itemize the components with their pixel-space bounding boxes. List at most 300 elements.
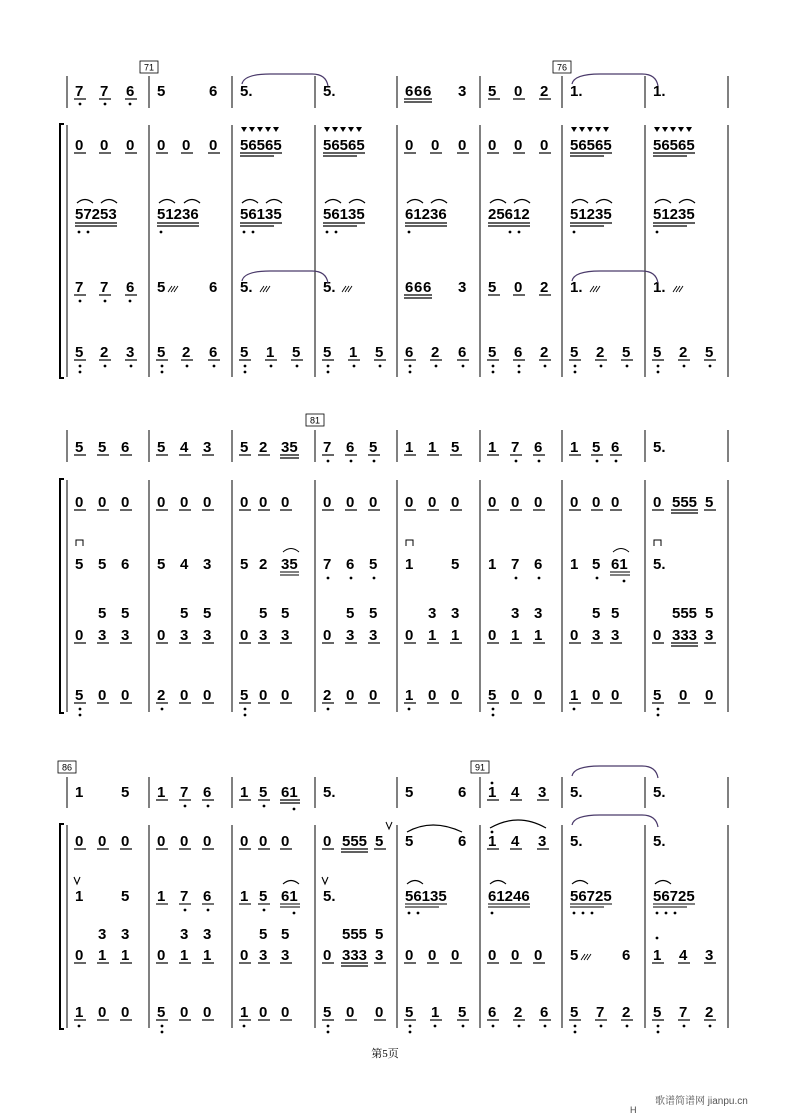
svg-text:1: 1 [405, 687, 414, 704]
svg-text:6: 6 [622, 947, 631, 964]
svg-text:5: 5 [405, 1004, 414, 1021]
svg-text:7: 7 [100, 279, 109, 296]
svg-text:5: 5 [405, 784, 414, 801]
svg-text:1: 1 [98, 947, 107, 964]
score-system-2 [60, 414, 728, 716]
svg-text:4: 4 [180, 439, 189, 456]
svg-text:6: 6 [405, 344, 414, 361]
svg-text:1: 1 [240, 888, 249, 905]
svg-text:1: 1 [570, 687, 579, 704]
svg-text:0: 0 [100, 137, 109, 154]
svg-text:0: 0 [157, 947, 166, 964]
staff-4-notes [75, 279, 666, 296]
staff-5-notes [75, 687, 713, 704]
svg-text:555: 555 [342, 833, 368, 850]
svg-text:1: 1 [405, 556, 414, 573]
svg-text:6: 6 [126, 279, 135, 296]
svg-text:56565: 56565 [653, 137, 695, 154]
svg-text:5: 5 [705, 344, 714, 361]
svg-text:0: 0 [259, 494, 268, 511]
svg-text:6: 6 [414, 279, 423, 296]
svg-text:2: 2 [514, 1004, 523, 1021]
svg-text:5: 5 [622, 344, 631, 361]
svg-text:0: 0 [428, 494, 437, 511]
svg-text:0: 0 [98, 494, 107, 511]
svg-text:6: 6 [209, 279, 218, 296]
svg-text:0: 0 [180, 687, 189, 704]
svg-text:1: 1 [431, 1004, 440, 1021]
svg-text:3: 3 [592, 627, 601, 644]
corner-mark: H [630, 1105, 637, 1115]
svg-text:5: 5 [281, 605, 290, 622]
svg-text:0: 0 [369, 494, 378, 511]
svg-text:0: 0 [126, 137, 135, 154]
svg-text:0: 0 [679, 687, 688, 704]
svg-text:2: 2 [622, 1004, 631, 1021]
svg-text:5: 5 [592, 605, 601, 622]
svg-text:7: 7 [596, 1004, 605, 1021]
svg-text:5.: 5. [653, 556, 666, 573]
bar-number-86 [58, 761, 76, 773]
svg-text:0: 0 [180, 1004, 189, 1021]
svg-text:0: 0 [511, 947, 520, 964]
svg-text:0: 0 [209, 137, 218, 154]
svg-text:7: 7 [100, 83, 109, 100]
svg-text:0: 0 [323, 627, 332, 644]
svg-text:4: 4 [180, 556, 189, 573]
svg-text:57253: 57253 [75, 206, 117, 223]
svg-text:1: 1 [428, 439, 437, 456]
svg-text:2: 2 [596, 344, 605, 361]
staff-1-notes [75, 439, 666, 456]
svg-text:5.: 5. [323, 784, 336, 801]
svg-text:5: 5 [375, 926, 384, 943]
svg-text:2: 2 [540, 344, 549, 361]
svg-text:0: 0 [259, 1004, 268, 1021]
svg-text:1: 1 [75, 1004, 84, 1021]
svg-text:6: 6 [126, 83, 135, 100]
svg-text:0: 0 [157, 137, 166, 154]
svg-text:6: 6 [121, 439, 130, 456]
staff-1-dots [79, 103, 132, 106]
system-bracket [60, 124, 64, 378]
svg-text:5: 5 [259, 784, 268, 801]
svg-text:0: 0 [488, 947, 497, 964]
svg-text:5: 5 [203, 605, 212, 622]
svg-text:6: 6 [458, 833, 467, 850]
svg-text:333: 333 [672, 627, 698, 644]
staff-4-notes [75, 605, 713, 644]
svg-text:0: 0 [180, 833, 189, 850]
svg-text:3: 3 [121, 627, 130, 644]
svg-text:0: 0 [281, 494, 290, 511]
svg-text:3: 3 [203, 926, 212, 943]
svg-text:7: 7 [180, 888, 189, 905]
svg-text:91: 91 [474, 762, 486, 773]
svg-text:1: 1 [157, 784, 166, 801]
svg-text:0: 0 [240, 627, 249, 644]
svg-text:6: 6 [534, 439, 543, 456]
svg-text:5.: 5. [653, 439, 666, 456]
svg-text:0: 0 [281, 833, 290, 850]
svg-text:0: 0 [281, 687, 290, 704]
svg-text:5.: 5. [323, 83, 336, 100]
svg-text:6: 6 [405, 279, 414, 296]
svg-text:2: 2 [323, 687, 332, 704]
svg-text:0: 0 [488, 137, 497, 154]
svg-text:35: 35 [281, 556, 298, 573]
svg-text:333: 333 [342, 947, 368, 964]
svg-text:1: 1 [570, 439, 579, 456]
svg-text:0: 0 [323, 494, 332, 511]
svg-text:0: 0 [240, 494, 249, 511]
svg-text:0: 0 [121, 494, 130, 511]
svg-text:1: 1 [240, 784, 249, 801]
svg-text:0: 0 [451, 687, 460, 704]
svg-text:3: 3 [203, 627, 212, 644]
svg-text:2: 2 [679, 344, 688, 361]
svg-text:5: 5 [292, 344, 301, 361]
svg-text:0: 0 [323, 947, 332, 964]
svg-text:35: 35 [281, 439, 298, 456]
staff-3-notes [75, 556, 666, 573]
svg-text:2: 2 [431, 344, 440, 361]
svg-text:3: 3 [705, 947, 714, 964]
svg-text:0: 0 [592, 494, 601, 511]
svg-text:5.: 5. [323, 888, 336, 905]
svg-text:5: 5 [488, 687, 497, 704]
svg-text:3: 3 [705, 627, 714, 644]
svg-text:51236: 51236 [157, 206, 199, 223]
svg-text:6: 6 [209, 83, 218, 100]
svg-text:7: 7 [180, 784, 189, 801]
svg-text:3: 3 [458, 279, 467, 296]
svg-text:0: 0 [451, 494, 460, 511]
svg-text:5: 5 [592, 556, 601, 573]
svg-text:61236: 61236 [405, 206, 447, 223]
svg-text:5.: 5. [240, 279, 253, 296]
svg-text:0: 0 [611, 687, 620, 704]
svg-text:0: 0 [570, 627, 579, 644]
svg-text:0: 0 [534, 947, 543, 964]
staff-1-notes [75, 784, 666, 801]
svg-text:0: 0 [375, 1004, 384, 1021]
svg-text:5: 5 [240, 439, 249, 456]
svg-text:56135: 56135 [240, 206, 282, 223]
svg-text:1: 1 [570, 556, 579, 573]
svg-text:3: 3 [98, 926, 107, 943]
svg-text:1: 1 [349, 344, 358, 361]
svg-text:3: 3 [98, 627, 107, 644]
svg-text:0: 0 [75, 833, 84, 850]
svg-text:6: 6 [346, 439, 355, 456]
svg-text:6: 6 [458, 344, 467, 361]
svg-text:1: 1 [405, 439, 414, 456]
svg-text:5: 5 [653, 1004, 662, 1021]
svg-text:5: 5 [259, 605, 268, 622]
svg-text:7: 7 [75, 279, 84, 296]
svg-text:0: 0 [240, 947, 249, 964]
svg-text:0: 0 [458, 137, 467, 154]
svg-text:5: 5 [240, 556, 249, 573]
svg-text:1: 1 [121, 947, 130, 964]
svg-text:5: 5 [75, 439, 84, 456]
svg-text:3: 3 [538, 833, 547, 850]
svg-text:1.: 1. [653, 279, 666, 296]
svg-text:0: 0 [592, 687, 601, 704]
svg-text:56135: 56135 [405, 888, 447, 905]
svg-text:5: 5 [488, 344, 497, 361]
svg-text:3: 3 [259, 627, 268, 644]
staff-5-notes [75, 344, 713, 361]
score-system-1 [60, 61, 728, 378]
svg-text:3: 3 [534, 605, 543, 622]
svg-text:0: 0 [405, 494, 414, 511]
svg-text:1: 1 [266, 344, 275, 361]
svg-text:3: 3 [126, 344, 135, 361]
svg-text:3: 3 [346, 627, 355, 644]
svg-text:3: 3 [180, 627, 189, 644]
svg-text:3: 3 [611, 627, 620, 644]
svg-text:0: 0 [514, 137, 523, 154]
svg-text:3: 3 [369, 627, 378, 644]
bar-number-76 [553, 61, 571, 73]
svg-text:5: 5 [157, 556, 166, 573]
system-bracket [60, 824, 64, 1029]
svg-text:5: 5 [705, 494, 714, 511]
svg-text:5: 5 [157, 344, 166, 361]
svg-text:0: 0 [514, 279, 523, 296]
svg-text:5: 5 [157, 83, 166, 100]
svg-text:0: 0 [346, 1004, 355, 1021]
svg-text:0: 0 [180, 494, 189, 511]
svg-text:0: 0 [75, 137, 84, 154]
svg-text:5.: 5. [653, 833, 666, 850]
svg-text:0: 0 [75, 494, 84, 511]
svg-text:7: 7 [75, 83, 84, 100]
svg-text:6: 6 [423, 83, 432, 100]
staff-2-notes [75, 494, 713, 511]
svg-text:5: 5 [98, 556, 107, 573]
svg-text:5: 5 [451, 556, 460, 573]
svg-text:5: 5 [369, 605, 378, 622]
svg-text:3: 3 [203, 556, 212, 573]
svg-text:5: 5 [592, 439, 601, 456]
svg-text:5: 5 [488, 279, 497, 296]
score-system-3 [58, 761, 728, 1033]
svg-text:5: 5 [75, 687, 84, 704]
svg-text:1: 1 [511, 627, 520, 644]
svg-text:0: 0 [488, 627, 497, 644]
svg-text:555: 555 [342, 926, 368, 943]
svg-text:6: 6 [414, 83, 423, 100]
bar-number-71 [140, 61, 158, 73]
svg-text:1: 1 [75, 784, 84, 801]
svg-text:3: 3 [203, 439, 212, 456]
svg-text:2: 2 [259, 439, 268, 456]
svg-text:5: 5 [375, 833, 384, 850]
svg-text:1: 1 [488, 439, 497, 456]
watermark: 歌谱简谱网 jianpu.cn [655, 1096, 748, 1107]
svg-text:6: 6 [611, 439, 620, 456]
svg-text:0: 0 [488, 494, 497, 511]
svg-text:4: 4 [679, 947, 688, 964]
svg-text:2: 2 [705, 1004, 714, 1021]
svg-text:0: 0 [75, 627, 84, 644]
svg-text:555: 555 [672, 494, 698, 511]
svg-text:1: 1 [488, 784, 497, 801]
svg-text:0: 0 [203, 687, 212, 704]
svg-text:0: 0 [511, 494, 520, 511]
svg-text:5: 5 [369, 556, 378, 573]
svg-text:6: 6 [121, 556, 130, 573]
svg-text:6: 6 [488, 1004, 497, 1021]
svg-text:5: 5 [323, 1004, 332, 1021]
low-octave-dots [79, 365, 712, 374]
svg-text:7: 7 [323, 439, 332, 456]
svg-text:0: 0 [203, 494, 212, 511]
svg-text:0: 0 [405, 947, 414, 964]
svg-text:6: 6 [514, 344, 523, 361]
svg-text:5: 5 [488, 83, 497, 100]
svg-text:0: 0 [157, 494, 166, 511]
svg-text:5: 5 [369, 439, 378, 456]
svg-text:56725: 56725 [570, 888, 612, 905]
svg-text:3: 3 [511, 605, 520, 622]
svg-text:5: 5 [458, 1004, 467, 1021]
staff-5-notes [75, 1004, 713, 1021]
staff-4-notes [75, 926, 713, 964]
svg-text:5: 5 [705, 605, 714, 622]
svg-text:6: 6 [209, 344, 218, 361]
svg-text:0: 0 [428, 687, 437, 704]
svg-text:61: 61 [281, 888, 298, 905]
svg-text:81: 81 [309, 415, 321, 426]
svg-text:56565: 56565 [323, 137, 365, 154]
svg-text:7: 7 [511, 556, 520, 573]
svg-text:0: 0 [611, 494, 620, 511]
svg-text:0: 0 [540, 137, 549, 154]
staff-1-notes [75, 83, 666, 100]
svg-text:1: 1 [203, 947, 212, 964]
svg-text:5: 5 [259, 888, 268, 905]
svg-text:5: 5 [75, 344, 84, 361]
svg-text:76: 76 [556, 62, 568, 73]
svg-text:5: 5 [98, 439, 107, 456]
svg-text:2: 2 [100, 344, 109, 361]
svg-text:1: 1 [488, 833, 497, 850]
svg-text:0: 0 [157, 833, 166, 850]
svg-text:1: 1 [75, 888, 84, 905]
svg-text:2: 2 [157, 687, 166, 704]
svg-text:0: 0 [431, 137, 440, 154]
svg-text:5: 5 [451, 439, 460, 456]
svg-text:3: 3 [428, 605, 437, 622]
svg-text:0: 0 [653, 627, 662, 644]
svg-text:2: 2 [182, 344, 191, 361]
svg-text:0: 0 [405, 627, 414, 644]
staff-3-notes [75, 888, 695, 905]
svg-text:7: 7 [323, 556, 332, 573]
svg-text:0: 0 [514, 83, 523, 100]
svg-text:1: 1 [488, 556, 497, 573]
svg-text:0: 0 [157, 627, 166, 644]
svg-text:4: 4 [511, 784, 520, 801]
svg-text:0: 0 [75, 947, 84, 964]
staff-2-notes [75, 833, 666, 850]
bar-number-81 [306, 414, 324, 426]
svg-text:1: 1 [180, 947, 189, 964]
svg-text:61246: 61246 [488, 888, 530, 905]
svg-text:3: 3 [259, 947, 268, 964]
svg-text:5: 5 [653, 687, 662, 704]
page-number-footer: 第5页 [371, 1048, 399, 1060]
svg-text:5: 5 [121, 888, 130, 905]
svg-text:56565: 56565 [240, 137, 282, 154]
svg-text:5: 5 [405, 833, 414, 850]
svg-text:5: 5 [259, 926, 268, 943]
staccato-marks [241, 127, 692, 132]
svg-text:1: 1 [653, 947, 662, 964]
svg-text:0: 0 [405, 137, 414, 154]
svg-text:0: 0 [323, 833, 332, 850]
svg-text:6: 6 [405, 83, 414, 100]
svg-text:6: 6 [540, 1004, 549, 1021]
svg-text:5: 5 [570, 947, 579, 964]
svg-text:0: 0 [534, 494, 543, 511]
staff-3-notes [75, 206, 695, 223]
svg-text:0: 0 [121, 833, 130, 850]
svg-text:0: 0 [451, 947, 460, 964]
svg-text:4: 4 [511, 833, 520, 850]
system-bracket [60, 479, 64, 713]
svg-text:5: 5 [157, 1004, 166, 1021]
svg-text:1.: 1. [570, 83, 583, 100]
svg-text:51235: 51235 [570, 206, 612, 223]
svg-text:5: 5 [653, 344, 662, 361]
svg-text:5.: 5. [323, 279, 336, 296]
svg-text:0: 0 [203, 1004, 212, 1021]
svg-text:5.: 5. [653, 784, 666, 801]
svg-text:5: 5 [323, 344, 332, 361]
svg-text:0: 0 [182, 137, 191, 154]
svg-text:0: 0 [369, 687, 378, 704]
svg-text:61: 61 [611, 556, 628, 573]
svg-text:0: 0 [259, 687, 268, 704]
svg-text:3: 3 [538, 784, 547, 801]
svg-text:56725: 56725 [653, 888, 695, 905]
svg-text:0: 0 [281, 1004, 290, 1021]
svg-text:5.: 5. [240, 83, 253, 100]
svg-text:51235: 51235 [653, 206, 695, 223]
svg-text:5: 5 [570, 344, 579, 361]
svg-text:2: 2 [540, 279, 549, 296]
svg-text:5: 5 [611, 605, 620, 622]
svg-text:3: 3 [375, 947, 384, 964]
svg-text:6: 6 [346, 556, 355, 573]
svg-text:0: 0 [121, 1004, 130, 1021]
svg-text:0: 0 [203, 833, 212, 850]
svg-text:5: 5 [281, 926, 290, 943]
svg-text:0: 0 [98, 687, 107, 704]
svg-text:1: 1 [451, 627, 460, 644]
svg-text:0: 0 [98, 833, 107, 850]
svg-text:5: 5 [121, 784, 130, 801]
svg-text:3: 3 [281, 627, 290, 644]
svg-text:1: 1 [157, 888, 166, 905]
svg-text:0: 0 [240, 833, 249, 850]
svg-text:0: 0 [346, 494, 355, 511]
